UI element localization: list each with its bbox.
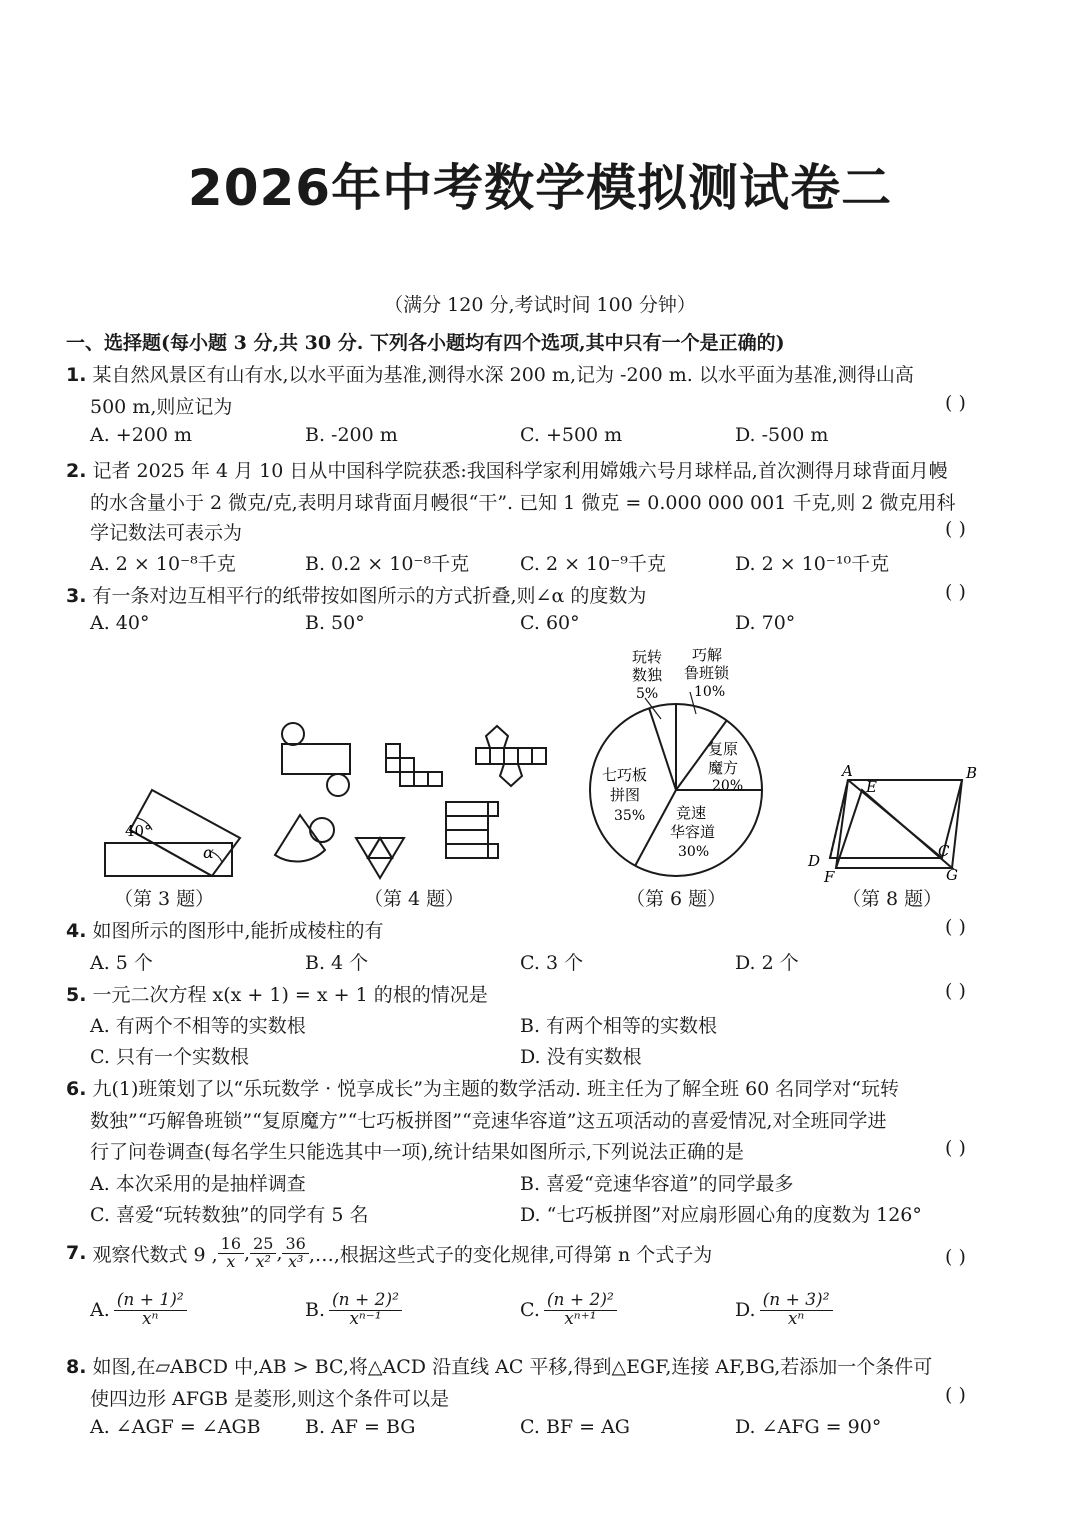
answer-blank: ( )	[945, 1384, 966, 1406]
question-7: 7. 观察代数式 9 , $\frac{16}{x}$ , $\frac{25}{\text{x²}}$ , $\frac{36}{\text{x³}}$ ,…,根据这些式子的变化规律,可得第 n 个式子为	[66, 1234, 713, 1271]
option-b: B. 50°	[305, 612, 365, 634]
caption-figure-8: （第 8 题）	[842, 888, 943, 910]
option-d: D. ∠AFG = 90°	[735, 1416, 882, 1438]
option-a: A. 2 × 10⁻⁸千克	[90, 553, 236, 575]
point-g-label: G	[946, 866, 958, 884]
page-title: 2026年中考数学模拟测试卷二	[187, 159, 893, 217]
question-text: 如图所示的图形中,能折成棱柱的有	[92, 920, 384, 942]
option-b: B. 0.2 × 10⁻⁸千克	[305, 553, 470, 575]
point-a-label: A	[842, 762, 853, 780]
question-text-line: 的水含量小于 2 微克/克,表明月球背面月幔很“干”. 已知 1 微克 = 0.000 000 001 千克,则 2 微克用科	[90, 492, 956, 514]
fraction-denominator: x	[226, 1251, 236, 1271]
fraction	[114, 1292, 187, 1329]
pie-pct-tangram: 35%	[614, 808, 646, 824]
fraction	[218, 1236, 244, 1271]
option-d: D. 没有实数根	[520, 1046, 642, 1068]
option-letter: A.	[90, 1299, 110, 1322]
question-1	[66, 360, 914, 387]
question-text-line: 500 m,则应记为	[90, 396, 233, 418]
option-c	[520, 1292, 617, 1329]
question-number: 8.	[66, 1356, 87, 1378]
fraction-numerator: (n + 1)²	[114, 1292, 187, 1311]
question-number: 7.	[66, 1242, 87, 1265]
option-a: A. +200 m	[90, 424, 193, 446]
question-text: 九(1)班策划了以“乐玩数学 · 悦享成长”为主题的数学活动. 班主任为了解全班 60 名同学对“玩转	[92, 1078, 900, 1100]
figure-4-nets	[275, 723, 546, 878]
fraction-numerator: 25	[250, 1236, 276, 1254]
pie-label-lock: 鲁班锁	[684, 664, 730, 682]
question-8	[66, 1352, 932, 1379]
option-b	[305, 1292, 402, 1329]
fraction	[250, 1236, 276, 1271]
question-text-line: 行了问卷调查(每名学生只能选其中一项),统计结果如图所示,下列说法正确的是	[90, 1141, 744, 1163]
option-b: B. AF = BG	[305, 1416, 416, 1438]
answer-blank: ( )	[945, 581, 966, 603]
pie-label-sudoku: 玩转	[632, 648, 663, 666]
answer-blank: ( )	[945, 980, 966, 1002]
pie-label-sudoku: 数独	[632, 666, 663, 684]
question-text: 记者 2025 年 4 月 10 日从中国科学院获悉:我国科学家利用嫦娥六号月球样品,首次测得月球背面月幔	[92, 460, 948, 482]
fraction	[544, 1292, 617, 1329]
pie-label-hrd: 华容道	[670, 823, 716, 841]
answer-blank: ( )	[945, 518, 966, 540]
question-text-line: 学记数法可表示为	[90, 522, 243, 544]
fraction	[760, 1292, 833, 1329]
fraction	[329, 1292, 402, 1329]
pie-pct-sudoku: 5%	[636, 686, 659, 702]
option-c: C. 只有一个实数根	[90, 1046, 249, 1068]
pie-label-cube: 复原	[708, 740, 739, 758]
option-letter: C.	[520, 1299, 540, 1322]
answer-blank: ( )	[945, 1246, 966, 1268]
option-c: C. 60°	[520, 612, 580, 634]
option-c: C. 3 个	[520, 952, 584, 974]
option-a: A. ∠AGF = ∠AGB	[90, 1416, 261, 1438]
point-b-label: B	[966, 764, 978, 782]
fraction-denominator: xⁿ	[787, 1308, 805, 1329]
option-d: D. 2 × 10⁻¹⁰千克	[735, 553, 890, 575]
option-c: C. 2 × 10⁻⁹千克	[520, 553, 666, 575]
option-d: D. -500 m	[735, 424, 829, 446]
option-c: C. +500 m	[520, 424, 623, 446]
option-b: B. 有两个相等的实数根	[520, 1015, 718, 1037]
option-letter: B.	[305, 1299, 326, 1322]
pie-pct-cube: 20%	[712, 778, 744, 794]
option-a: A. 40°	[90, 612, 150, 634]
fraction-denominator: xⁿ⁺¹	[564, 1308, 597, 1329]
caption-figure-3: （第 3 题）	[114, 888, 215, 910]
option-a: A. 5 个	[90, 952, 153, 974]
option-letter: D.	[735, 1299, 756, 1322]
question-2	[66, 456, 948, 483]
fraction	[282, 1236, 308, 1271]
question-number: 6.	[66, 1078, 87, 1100]
option-b: B. 4 个	[305, 952, 369, 974]
option-b: B. 喜爱“竞速华容道”的同学最多	[520, 1173, 794, 1195]
pie-label-tangram: 七巧板	[602, 766, 648, 784]
question-text: 如图,在▱ABCD 中,AB > BC,将△ACD 沿直线 AC 平移,得到△EGF,连接 AF,BG,若添加一个条件可	[92, 1356, 933, 1378]
fraction-numerator: 36	[282, 1236, 308, 1254]
option-d: D. 70°	[735, 612, 796, 634]
option-a	[90, 1292, 187, 1329]
question-text: ,…,根据这些式子的变化规律,可得第 n 个式子为	[308, 1243, 713, 1266]
answer-blank: ( )	[945, 1137, 966, 1159]
fraction-numerator: (n + 3)²	[760, 1292, 833, 1311]
section-heading: 一、选择题(每小题 3 分,共 30 分. 下列各小题均有四个选项,其中只有一个是正确的)	[66, 332, 785, 354]
question-3	[66, 581, 646, 608]
question-number: 2.	[66, 460, 87, 482]
question-4	[66, 916, 384, 943]
question-5	[66, 980, 488, 1007]
pie-label-hrd: 竞速	[676, 804, 707, 822]
caption-figure-4: （第 4 题）	[364, 888, 465, 910]
fraction-numerator: (n + 2)²	[544, 1292, 617, 1311]
point-f-label: F	[824, 868, 835, 886]
option-c: C. BF = AG	[520, 1416, 630, 1438]
fraction-denominator: xⁿ	[141, 1308, 159, 1329]
question-number: 1.	[66, 364, 87, 386]
question-text: 观察代数式 9 ,	[92, 1243, 218, 1266]
question-6	[66, 1074, 899, 1101]
option-a: A. 有两个不相等的实数根	[90, 1015, 306, 1037]
option-d	[735, 1292, 833, 1329]
pie-label-lock: 巧解	[692, 646, 723, 664]
question-text-line: 数独”“巧解鲁班锁”“复原魔方”“七巧板拼图”“竞速华容道”这五项活动的喜爱情况,对全班同学进	[90, 1110, 887, 1132]
question-number: 5.	[66, 984, 87, 1006]
fraction-denominator: x³	[287, 1251, 304, 1271]
option-b: B. -200 m	[305, 424, 398, 446]
question-text: 某自然风景区有山有水,以水平面为基准,测得水深 200 m,记为 -200 m. 以水平面为基准,测得山高	[92, 364, 914, 386]
fraction-numerator: (n + 2)²	[329, 1292, 402, 1311]
question-number: 3.	[66, 585, 87, 607]
pie-label-tangram: 拼图	[610, 786, 641, 804]
question-text: 有一条对边互相平行的纸带按如图所示的方式折叠,则∠α 的度数为	[92, 585, 647, 607]
figures-row	[0, 640, 1080, 910]
alpha-label: α	[203, 843, 214, 862]
pie-label-cube: 魔方	[708, 759, 739, 777]
option-a: A. 本次采用的是抽样调查	[90, 1173, 306, 1195]
pie-pct-lock: 10%	[694, 684, 726, 700]
question-number: 4.	[66, 920, 87, 942]
answer-blank: ( )	[945, 392, 966, 414]
fraction-denominator: x²	[255, 1251, 271, 1271]
pie-pct-hrd: 30%	[678, 844, 710, 860]
caption-figure-6: （第 6 题）	[626, 888, 727, 910]
point-c-label: C	[938, 842, 950, 860]
fraction-numerator: 16	[218, 1236, 244, 1254]
point-d-label: D	[808, 852, 821, 870]
fraction-denominator: xⁿ⁻¹	[349, 1308, 382, 1329]
angle-40-label: 40°	[125, 822, 152, 840]
exam-info: （满分 120 分,考试时间 100 分钟）	[384, 294, 696, 316]
question-text: 一元二次方程 x(x + 1) = x + 1 的根的情况是	[92, 984, 488, 1006]
option-d: D. 2 个	[735, 952, 799, 974]
question-text-line: 使四边形 AFGB 是菱形,则这个条件可以是	[90, 1388, 450, 1410]
option-d: D. “七巧板拼图”对应扇形圆心角的度数为 126°	[520, 1204, 922, 1226]
point-e-label: E	[866, 778, 877, 796]
option-c: C. 喜爱“玩转数独”的同学有 5 名	[90, 1204, 369, 1226]
answer-blank: ( )	[945, 916, 966, 938]
